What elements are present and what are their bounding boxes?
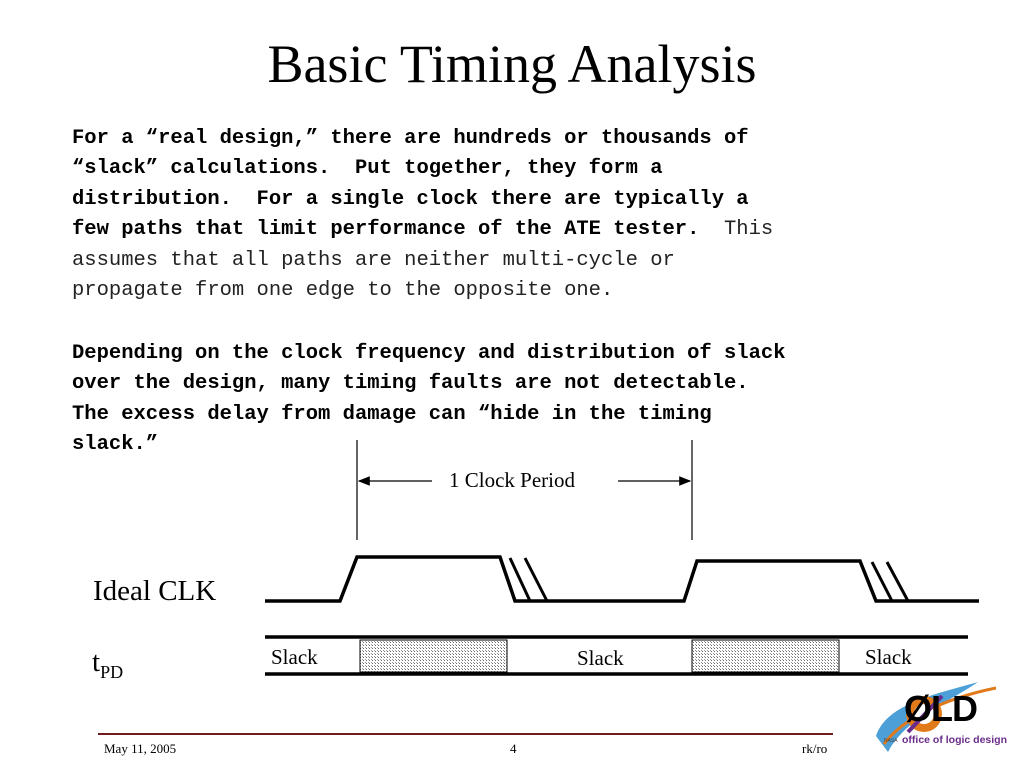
tpd-shaded-block-1 [360,640,507,672]
tpd-label [92,646,123,683]
tpd-label-main: t [92,646,101,678]
logo-subtext: office of logic design [902,734,1008,746]
logo-tiny-text: NASA [884,738,898,744]
para1-line-5: assumes that all paths are neither multi-cycle or [72,248,675,272]
para2-line-2: over the design, many timing faults are not detectable. [72,372,749,396]
para1-line-2: “slack” calculations. Put together, they form a [72,157,663,181]
footer-date: May 11, 2005 [104,741,177,756]
para1-line-4-tail: This [699,218,774,242]
slack-label-3: Slack [865,645,912,669]
footer-page-number: 4 [510,741,517,756]
clock-period-label: 1 Clock Period [449,468,575,492]
slide-title: Basic Timing Analysis [267,34,757,94]
logo-text: ØLD [904,688,977,729]
old-logo [866,674,1010,764]
para2-line-4: slack.” [72,433,159,457]
slack-label-2: Slack [577,646,624,670]
para2-line-3: The excess delay from damage can “hide in the timing [72,402,712,426]
para2-line-1: Depending on the clock frequency and distribution of slack [72,342,786,365]
tpd-shaded-block-2 [692,640,839,672]
ideal-clk-label: Ideal CLK [93,575,217,607]
tpd-label-sub: PD [100,661,124,682]
slack-label-1: Slack [271,645,318,669]
footer-author: rk/ro [802,741,828,756]
para1-line-3: distribution. For a single clock there are typically a [72,187,749,211]
para1-line-6: propagate from one edge to the opposite one. [72,279,614,303]
footer-rule [98,733,833,735]
para1-line-4: few paths that limit performance of the ATE tester. [72,218,700,242]
para1-line-1: For a “real design,” there are hundreds or thousands of [72,127,749,150]
